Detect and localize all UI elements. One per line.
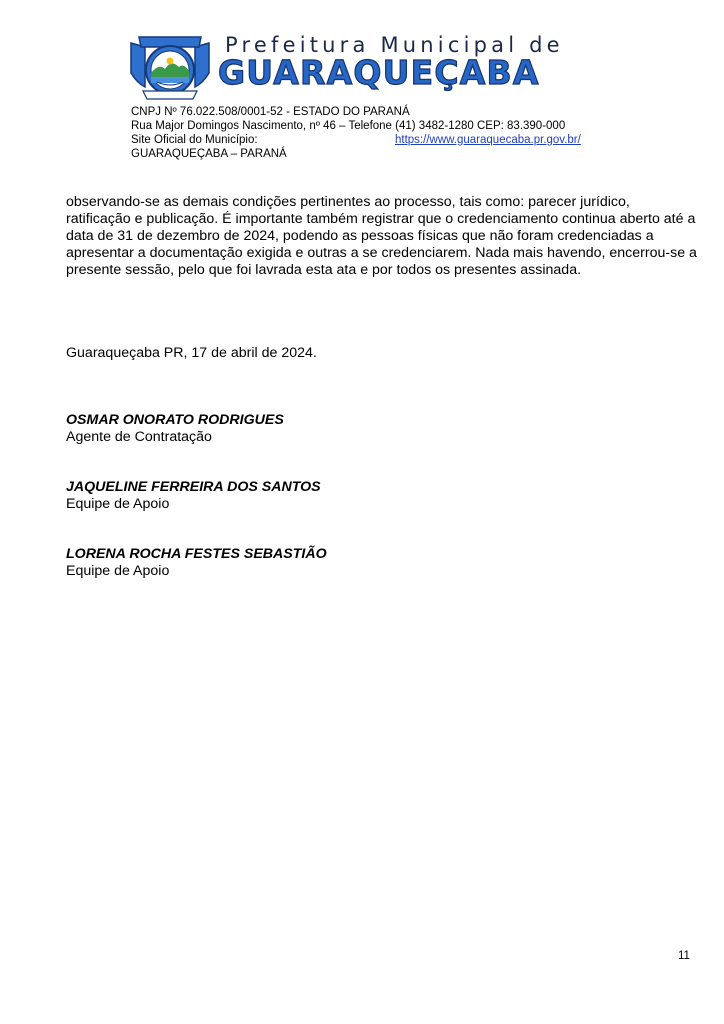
page-number: 11: [678, 950, 690, 962]
paragraph-line: observando-se as demais condições pertinentes ao processo, tais como: parecer jurídico,: [66, 194, 630, 210]
cnpj-line: CNPJ Nº 76.022.508/0001-52 - ESTADO DO PARANÁ: [131, 106, 410, 118]
signatory-name: LORENA ROCHA FESTES SEBASTIÃO: [66, 546, 327, 562]
signatory-name: OSMAR ONORATO RODRIGUES: [66, 412, 284, 428]
signatory-role: Agente de Contratação: [66, 429, 212, 445]
paragraph-line: apresentar a documentação exigida e outras a se credenciarem. Nada mais havendo, encerrou-se a: [66, 245, 697, 261]
address-line: Rua Major Domingos Nascimento, nº 46 – Telefone (41) 3482-1280 CEP: 83.390-000: [131, 120, 566, 132]
paragraph-line: data de 31 de dezembro de 2024, podendo as pessoas físicas que não foram credenciadas a: [66, 228, 654, 244]
paragraph-line: presente sessão, pelo que foi lavrada esta ata e por todos os presentes assinada.: [66, 262, 582, 278]
signatory-name: JAQUELINE FERREIRA DOS SANTOS: [66, 479, 321, 495]
city-state-line: GUARAQUEÇABA – PARANÁ: [131, 148, 287, 160]
paragraph-line: ratificação e publicação. É importante também registrar que o credenciamento continua aberto até a: [66, 211, 696, 227]
site-label: Site Oficial do Município:: [131, 134, 258, 146]
official-site-link[interactable]: https://www.guaraquecaba.pr.gov.br/: [395, 134, 581, 146]
org-name-line: Prefeitura Municipal de: [225, 33, 564, 57]
signatory-role: Equipe de Apoio: [66, 563, 170, 579]
signatory-role: Equipe de Apoio: [66, 496, 170, 512]
municipal-crest-icon: [129, 33, 211, 103]
municipality-name: GUARAQUEÇABA: [218, 53, 540, 92]
place-date-line: Guaraqueçaba PR, 17 de abril de 2024.: [66, 345, 317, 361]
